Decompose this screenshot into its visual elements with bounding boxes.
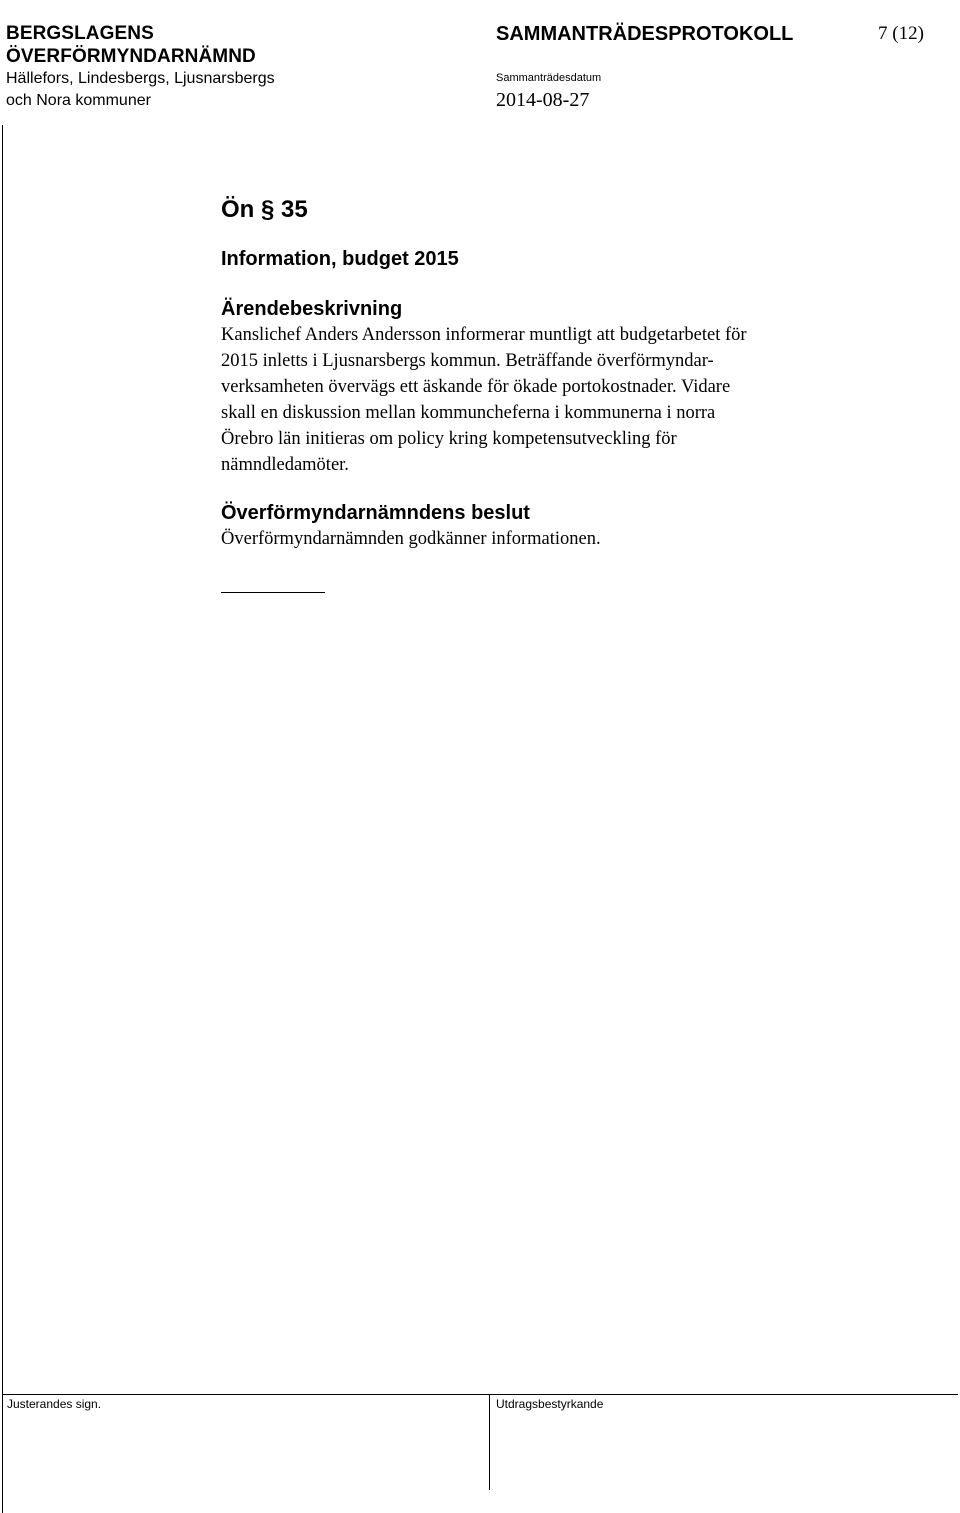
extract-certification-label: Utdragsbestyrkande [496,1397,604,1411]
description-heading: Ärendebeskrivning [221,298,403,320]
section-content [221,193,891,593]
description-line: skall en diskussion mellan kommuncheferna i kommunerna i norra [221,403,716,423]
footer-divider [489,1394,490,1490]
meeting-date-value: 2014-08-27 [496,89,590,111]
section-end-rule [221,592,325,593]
description-line: Kanslichef Anders Andersson informerar muntligt att budgetarbetet för [221,325,747,345]
footer-rule [2,1394,958,1395]
left-margin-rule [2,125,3,1513]
description-line: Örebro län initieras om policy kring kompetensutveckling för [221,429,677,449]
organization-block [6,22,275,112]
section-title: Information, budget 2015 [221,248,459,270]
section-id: Ön § 35 [221,196,308,223]
decision-heading: Överförmyndarnämndens beslut [221,502,530,524]
org-municipalities-line-2: och Nora kommuner [6,92,151,109]
description-line: nämndledamöter. [221,455,349,475]
org-municipalities-line-1: Hällefors, Lindesbergs, Ljusnarsbergs [6,70,275,87]
org-name-line-1: BERGSLAGENS [6,23,154,44]
decision-text: Överförmyndarnämnden godkänner informationen. [221,529,601,549]
document-title: SAMMANTRÄDESPROTOKOLL [496,23,794,45]
adjuster-signature-label: Justerandes sign. [7,1397,102,1411]
description-line: verksamheten övervägs ett äskande för ökade portokostnader. Vidare [221,377,731,397]
description-line: 2015 inletts i Ljusnarsbergs kommun. Beträffande överförmyndar- [221,351,714,371]
description-paragraph [221,322,891,478]
meeting-date-label: Sammanträdesdatum [496,72,602,84]
page-number: 7 (12) [878,23,924,44]
org-name-line-2: ÖVERFÖRMYNDARNÄMND [6,46,256,67]
